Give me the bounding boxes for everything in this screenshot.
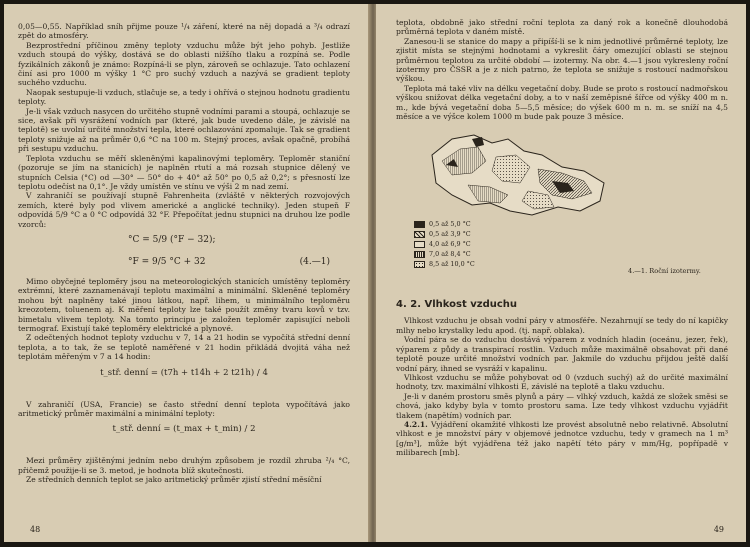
map-caption: 4.—1. Roční izotermy.: [628, 267, 701, 276]
right-paragraph: Vodní pára se do vzduchu dostává výparem z vodních hladin (oceánu, jezer, řek), výparem z půdy a transpirací rostlin. Vzduch může maximálně obsahovat při dané teplotě pouze určité množství vodních par. Jakmile do vzduchu přijdou ještě další vodní páry, ihned se vysráží v kapalinu.: [396, 335, 728, 373]
formula-number: (4.—1): [299, 256, 330, 267]
subsection-label: 4.2.1.: [404, 419, 428, 429]
page-number-right: 49: [713, 525, 724, 534]
right-paragraph: Vlhkost vzduchu je obsah vodní páry v atmosféře. Nezahrnují se tedy do ní kapičky mlhy nebo krystalky ledu apod. (tj. např. oblaka).: [396, 316, 728, 335]
right-paragraph: Zanesou-li se stanice do mapy a připíší-li se k nim jednotlivé průměrné teploty, lze zjistit místa se stejnými hodnotami a vykreslit čáry omezující oblasti se stejnou průměrnou teplotou za určité období — izotermy. Na obr. 4.—1 jsou vykresleny roční izotermy pro ČSSR a je z nich patrno, že teplota se snižuje s rostoucí nadmořskou výškou.: [396, 36, 728, 84]
legend-swatch-dotted: [414, 261, 425, 268]
left-paragraph: 0,05—0,55. Například sníh přijme pouze ¹/₄ záření, které na něj dopadá a ³/₄ odrazí zpět do atmosféry.: [18, 22, 350, 41]
legend-swatch-diagonal: [414, 231, 425, 238]
left-paragraph: Mezi průměry zjištěnými jedním nebo druhým způsobem je rozdíl zhruba ²/₄ °C, přičemž použije-li se 3. metod, je hodnota blíž skutečnosti.: [18, 456, 350, 475]
page-number-left: 48: [30, 525, 41, 534]
map-legend: [414, 219, 475, 269]
legend-swatch-solid: [414, 221, 425, 228]
formula-mean-daily: t_stř. denní = (t7h + t14h + 2 t21h) / 4: [100, 367, 268, 378]
legend-item: 7,0 až 8,4 °C: [414, 249, 475, 259]
left-paragraph: Je-li však vzduch nasycen do určitého stupně vodními parami a stoupá, ochlazuje se sice, avšak při vysrážení vodních par (které, jak bude uvedeno dále, je závislé na teplotě) se uvolní určité množství tepla, které ochlazování zpomaluje. Tak se gradient teploty snižuje až na průměr 0,6 °C na 100 m. Stejný proces, avšak opačně, probíhá při sestupu vzduchu.: [18, 106, 350, 154]
right-paragraph: Teplota má také vliv na délku vegetační doby. Bude se proto s rostoucí nadmořskou výškou snižovat délka vegetační doby, a to v naší zeměpisné šířce od výšky 400 m n. m., kde bývá vegetační doba 5—5,5 měsíce; do výšek 600 m n. m. se sníží na 4,5 měsíce a ve výšce kolem 1000 m bude pak pouze 3 měsíce.: [396, 83, 728, 122]
left-paragraph: Mimo obyčejné teploměry jsou na meteorologických stanicích umístěny teploměry extrémní, které zaznamenávají teplotu maximální a minimální. Skleněné teploměry mohou být naplněny také jinou látkou, např. lihem, u minimálního teploměru kreozotem, toluenem aj. K měření teploty lze také použít změny tvaru kovů v tzv. bimetalu vlivem teploty. Na tomto principu je založen teploměr zapisující neboli termograf. Existují také teploměry elektrické a plynové.: [18, 276, 350, 333]
left-paragraph: Teplota vzduchu se měří skleněnými kapalinovými teploměry. Teploměr staniční (pozoruje se jím na stanicích) je naplněn rtutí a má rozsah stupnice dělený ve stupních Celsia (°C) od —30° — 50° do + 40° až 50° po 0,5 až 0,2°; s přesností lze teplotu odečíst na 0,1°. Je vždy umístěn ve stínu ve výši 2 m nad zemí.: [18, 153, 350, 191]
legend-item: 0,5 až 3,9 °C: [414, 229, 475, 239]
right-paragraph: Je-li v daném prostoru směs plynů a páry — vlhký vzduch, každá ze složek směsi se chová, jako kdyby byla v tomto prostoru sama. Lze tedy vlhkost vzduchu vyjádřit tlakem (napětím) vodních par.: [396, 391, 728, 420]
left-page: [4, 4, 370, 542]
legend-item: 0,5 až 5,0 °C: [414, 219, 475, 229]
legend-item: 8,5 až 10,0 °C: [414, 259, 475, 269]
left-paragraph: V zahraničí (USA, Francie) se často střední denní teplota vypočítává jako aritmetický průměr maximální a minimální teploty:: [18, 399, 350, 418]
isotherm-figure: [396, 125, 728, 295]
section-heading: 4. 2. Vlhkost vzduchu: [396, 299, 518, 311]
left-paragraph: Naopak sestupuje-li vzduch, stlačuje se, a tedy i ohřívá o stejnou hodnotu gradientu teploty.: [18, 87, 350, 107]
subsection-text: Vyjádření okamžité vlhkosti lze provést absolutně nebo relativně. Absolutní vlhkost e je množství páry v objemové jednotce vzduchu, tedy v gramech na 1 m³ [g/m³], může být vyjádřena též jako napětí této páry v mm/Hg, popřípadě v milibarech [mb].: [396, 419, 728, 458]
subsection-paragraph: [396, 420, 728, 458]
right-paragraph: Vlhkost vzduchu se může pohybovat od 0 (vzduch suchý) až do určité maximální hodnoty, tzv. maximální vlhkosti E, závislé na teplotě a tlaku vzduchu.: [396, 372, 728, 392]
right-paragraph: teplota, obdobně jako střední roční teplota za daný rok a konečně dlouhodobá průměrná teplota v daném místě.: [396, 18, 728, 37]
left-paragraph: V zahraničí se používají stupně Fahrenheita (zvláště v některých rozvojových zemích, které byly pod vlivem americké a anglické techniky). Jeden stupeň F odpovídá 5/9 °C a 0 °C odpovídá 32 °F. Přepočítat jednu stupnici na druhou lze podle vzorců:: [18, 191, 350, 229]
formula-mean-minmax: t_stř. denní = (t_max + t_min) / 2: [112, 424, 256, 435]
legend-swatch-blank: [414, 241, 425, 248]
right-page: [376, 4, 746, 542]
legend-item: 4,0 až 6,9 °C: [414, 239, 475, 249]
left-paragraph: Z odečtených hodnot teploty vzduchu v 7, 14 a 21 hodin se vypočítá střední denní teplota, a to tak, že se teplotě naměřené v 21 hodin přikládá dvojitá váha než teplotám měřeným v 7 a 14 hodin:: [18, 333, 350, 362]
left-paragraph: Bezprostřední příčinou změny teploty vzduchu může být jeho pohyb. Jestliže vzduch stoupá do výšky, dostává se do oblasti nižšího tlaku a rozpíná se. Podle fyzikálních zákonů je známo: Rozpíná-li se plyn, zároveň se ochlazuje. Tato ochlazení činí asi pro 1000 m výšky 1 °C pro suchý vzduch a nazývá se gradient teploty suchého vzduchu.: [18, 40, 350, 88]
formula-fahrenheit: °F = 9/5 °C + 32 (4.—1): [128, 256, 330, 267]
left-paragraph: Ze středních denních teplot se jako aritmetický průměr zjistí střední měsíční: [26, 475, 322, 485]
legend-swatch-vertical: [414, 251, 425, 258]
formula-celsius: °C = 5/9 (°F − 32);: [128, 234, 216, 245]
